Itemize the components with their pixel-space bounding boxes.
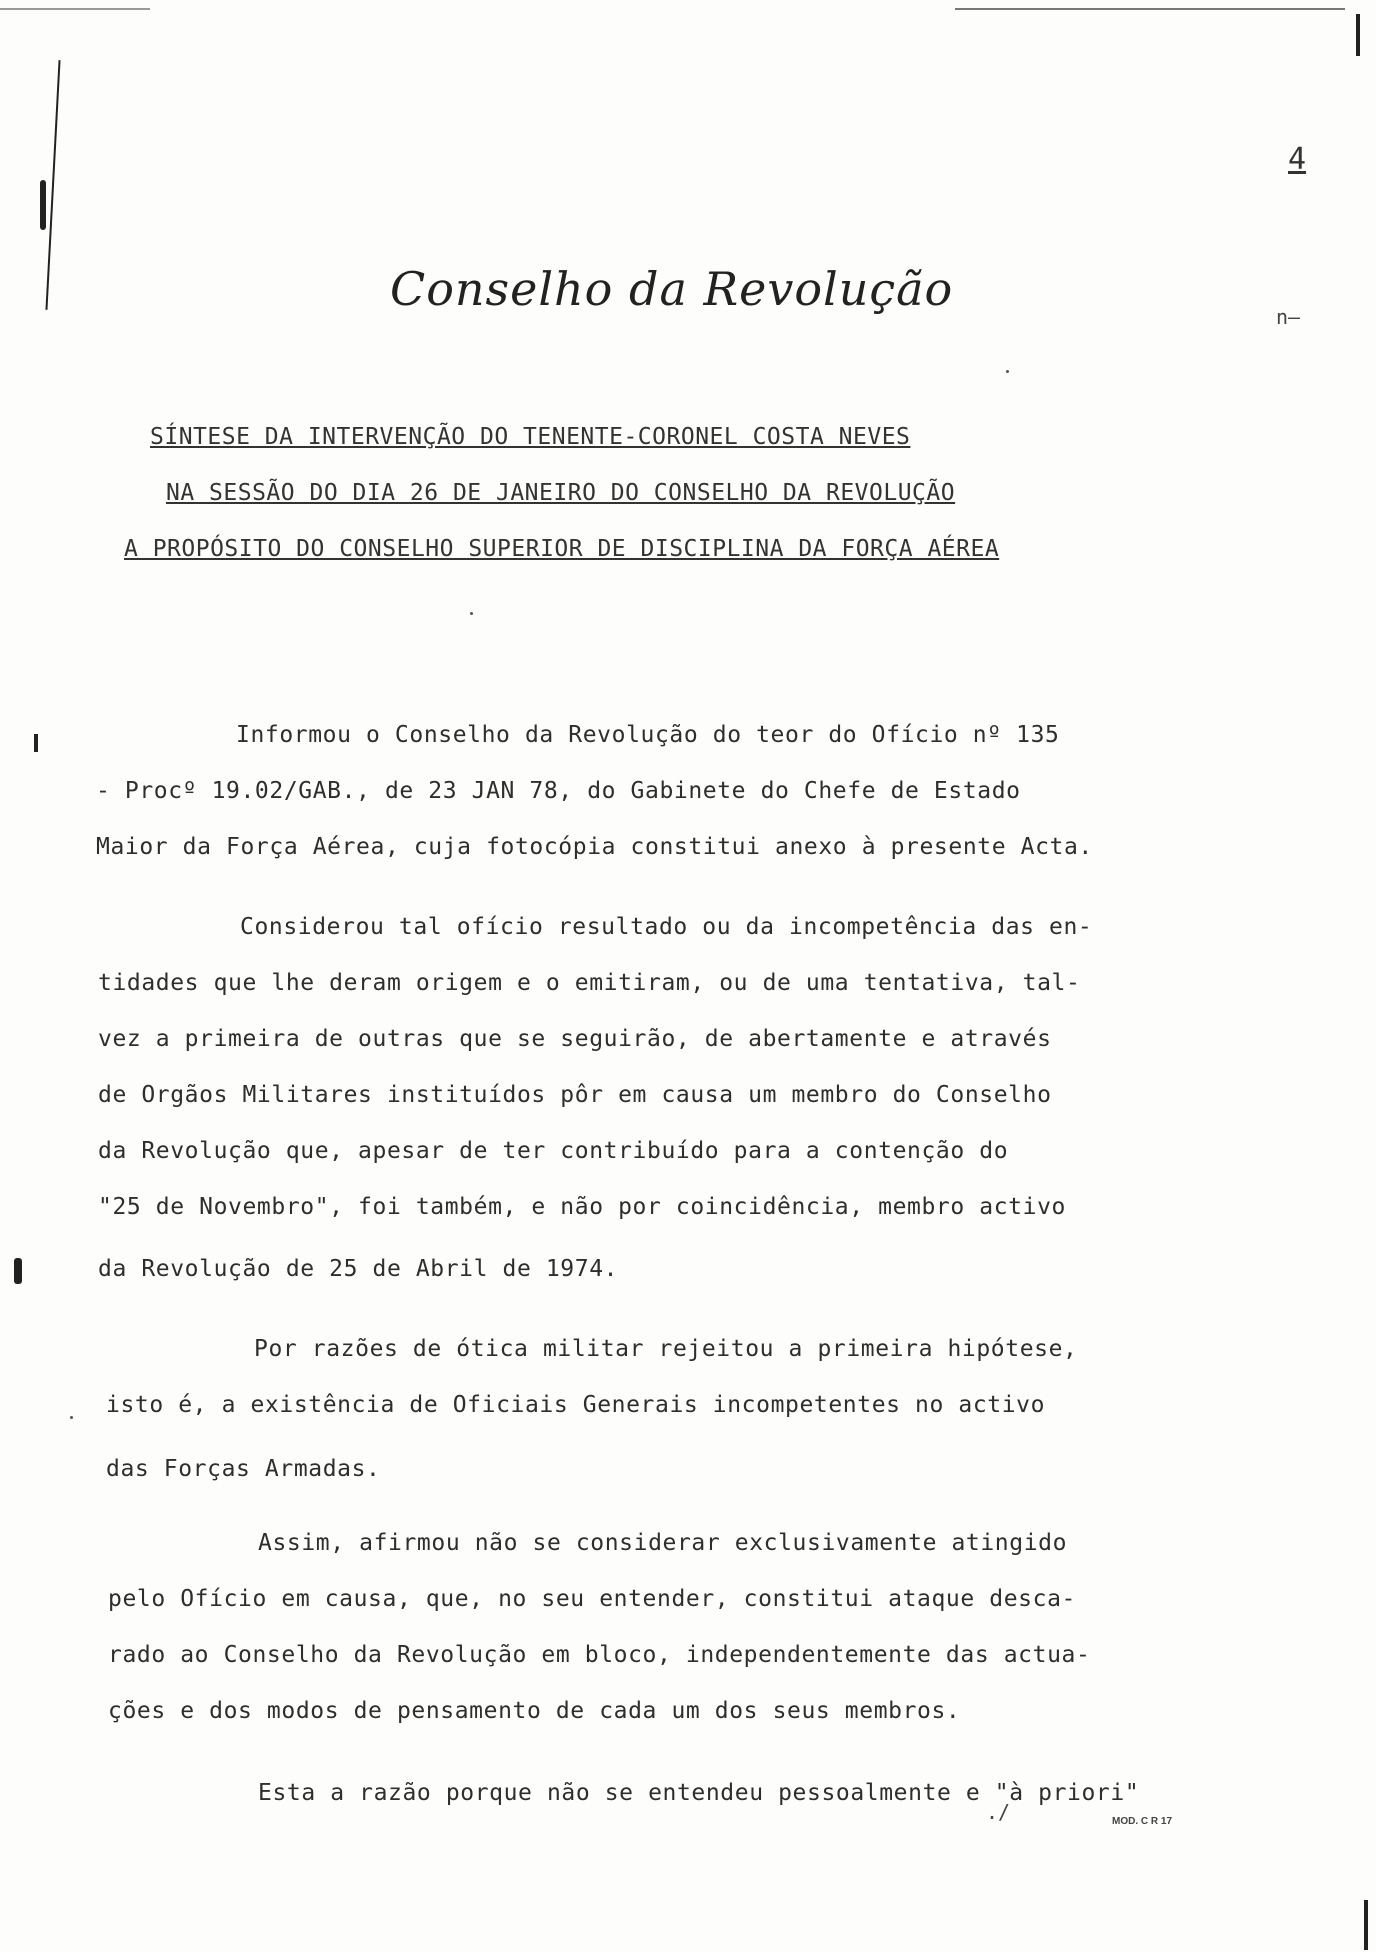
letterhead: Conselho da Revolução xyxy=(390,262,954,316)
scan-edge-mark xyxy=(1356,14,1360,56)
body-line: vez a primeira de outras que se seguirão, de abertamente e através xyxy=(98,1026,1052,1052)
body-line: ções e dos modos de pensamento de cada um dos seus membros. xyxy=(108,1698,961,1724)
body-line: Informou o Conselho da Revolução do teor do Ofício nº 135 xyxy=(236,722,1060,748)
body-line: pelo Ofício em causa, que, no seu entender, constitui ataque desca- xyxy=(108,1586,1076,1612)
scan-edge-mark xyxy=(14,1258,22,1284)
body-line: da Revolução de 25 de Abril de 1974. xyxy=(98,1256,619,1282)
scan-speck xyxy=(1006,370,1009,373)
form-code: MOD. C R 17 xyxy=(1112,1816,1173,1827)
body-line: "25 de Novembro", foi também, e não por coincidência, membro activo xyxy=(98,1194,1066,1220)
body-line: - Procº 19.02/GAB., de 23 JAN 78, do Gabinete do Chefe de Estado xyxy=(96,778,1021,804)
body-line: Por razões de ótica militar rejeitou a primeira hipótese, xyxy=(254,1336,1078,1362)
body-line: rado ao Conselho da Revolução em bloco, independentemente das actua- xyxy=(108,1642,1091,1668)
body-line: Maior da Força Aérea, cuja fotocópia constitui anexo à presente Acta. xyxy=(96,834,1093,860)
corner-mark: n– xyxy=(1276,305,1301,329)
scan-edge-mark xyxy=(45,60,60,310)
body-line: Considerou tal ofício resultado ou da incompetência das en- xyxy=(240,914,1093,940)
body-line: tidades que lhe deram origem e o emitiram, ou de uma tentativa, tal- xyxy=(98,970,1081,996)
body-line: da Revolução que, apesar de ter contribuído para a contenção do xyxy=(98,1138,1009,1164)
document-title-line: NA SESSÃO DO DIA 26 DE JANEIRO DO CONSELHO DA REVOLUÇÃO xyxy=(166,480,956,506)
scan-top-line xyxy=(0,8,150,10)
page-number: 4 xyxy=(1288,142,1307,177)
scan-edge-mark xyxy=(40,180,46,230)
scan-speck xyxy=(470,612,473,615)
scan-edge-mark xyxy=(34,734,38,752)
scan-top-line xyxy=(955,8,1345,10)
body-line: Esta a razão porque não se entendeu pessoalmente e "à priori" xyxy=(258,1780,1140,1806)
footer-mark: ./ xyxy=(986,1800,1011,1824)
body-line: isto é, a existência de Oficiais Generais incompetentes no activo xyxy=(106,1392,1046,1418)
body-line: Assim, afirmou não se considerar exclusivamente atingido xyxy=(258,1530,1068,1556)
scan-speck xyxy=(70,1416,73,1419)
scan-edge-mark xyxy=(1364,1900,1368,1950)
document-title-line: A PROPÓSITO DO CONSELHO SUPERIOR DE DISCIPLINA DA FORÇA AÉREA xyxy=(124,536,1000,562)
body-line: de Orgãos Militares instituídos pôr em causa um membro do Conselho xyxy=(98,1082,1052,1108)
body-line: das Forças Armadas. xyxy=(106,1456,381,1482)
document-title-line: SÍNTESE DA INTERVENÇÃO DO TENENTE-CORONEL COSTA NEVES xyxy=(150,424,911,450)
